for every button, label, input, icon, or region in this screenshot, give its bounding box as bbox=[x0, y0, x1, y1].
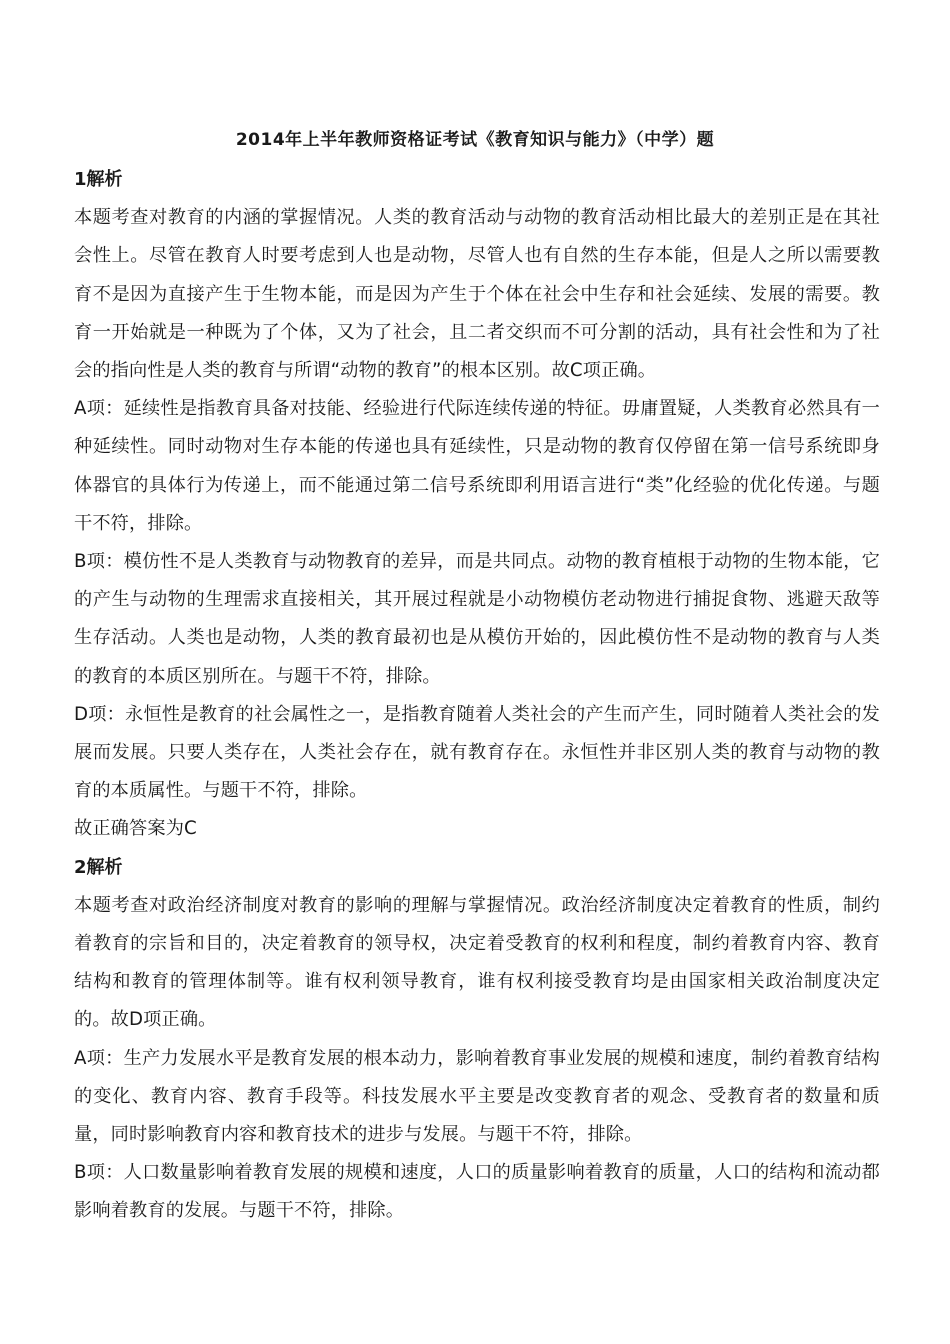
paragraph: A项：延续性是指教育具备对技能、经验进行代际连续传递的特征。毋庸置疑，人类教育必然具有一种延续性。同时动物对生存本能的传递也具有延续性，只是动物的教育仅停留在第一信号系统即身体器官的具体行为传递上，而不能通过第二信号系统即利用语言进行“类”化经验的优化传递。与题干不符，排除。 bbox=[74, 398, 880, 534]
paragraph: A项：生产力发展水平是教育发展的根本动力，影响着教育事业发展的规模和速度，制约着教育结构的变化、教育内容、教育手段等。科技发展水平主要是改变教育者的观念、受教育者的数量和质量，同时影响教育内容和教育技术的进步与发展。与题干不符，排除。 bbox=[74, 1047, 880, 1146]
document-body bbox=[74, 161, 880, 1231]
section-heading: 1解析 bbox=[74, 169, 123, 190]
paragraph: 本题考查对政治经济制度对教育的影响的理解与掌握情况。政治经济制度决定着教育的性质，制约着教育的宗旨和目的，决定着教育的领导权，决定着受教育的权利和程度，制约着教育内容、教育结构和教育的管理体制等。谁有权利领导教育，谁有权利接受教育均是由国家相关政治制度决定的。故D项正确。 bbox=[74, 894, 880, 1031]
section-1 bbox=[74, 161, 880, 849]
paragraph: B项：人口数量影响着教育发展的规模和速度，人口的质量影响着教育的质量，人口的结构和流动都影响着教育的发展。与题干不符，排除。 bbox=[74, 1162, 880, 1222]
section-2 bbox=[74, 849, 880, 1231]
answer-line: 故正确答案为C bbox=[74, 818, 197, 840]
document-title: 2014年上半年教师资格证考试《教育知识与能力》（中学）题 bbox=[235, 130, 715, 150]
paragraph: 本题考查对教育的内涵的掌握情况。人类的教育活动与动物的教育活动相比最大的差别正是在其社会性上。尽管在教育人时要考虑到人也是动物，尽管人也有自然的生存本能，但是人之所以需要教育不是因为直接产生于生物本能，而是因为产生于个体在社会中生存和社会延续、发展的需要。教育一开始就是一种既为了个体，又为了社会，且二者交织而不可分割的活动，具有社会性和为了社会的指向性是人类的教育与所谓“动物的教育”的根本区别。故C项正确。 bbox=[74, 207, 880, 382]
paragraph: B项：模仿性不是人类教育与动物教育的差异，而是共同点。动物的教育植根于动物的生物本能，它的产生与动物的生理需求直接相关，其开展过程就是小动物模仿老动物进行捕捉食物、逃避天敌等生存活动。人类也是动物，人类的教育最初也是从模仿开始的，因此模仿性不是动物的教育与人类的教育的本质区别所在。与题干不符，排除。 bbox=[74, 551, 880, 687]
section-heading: 2解析 bbox=[74, 856, 123, 878]
paragraph: D项：永恒性是教育的社会属性之一，是指教育随着人类社会的产生而产生，同时随着人类社会的发展而发展。只要人类存在，人类社会存在，就有教育存在。永恒性并非区别人类的教育与动物的教育的本质属性。与题干不符，排除。 bbox=[74, 703, 880, 802]
